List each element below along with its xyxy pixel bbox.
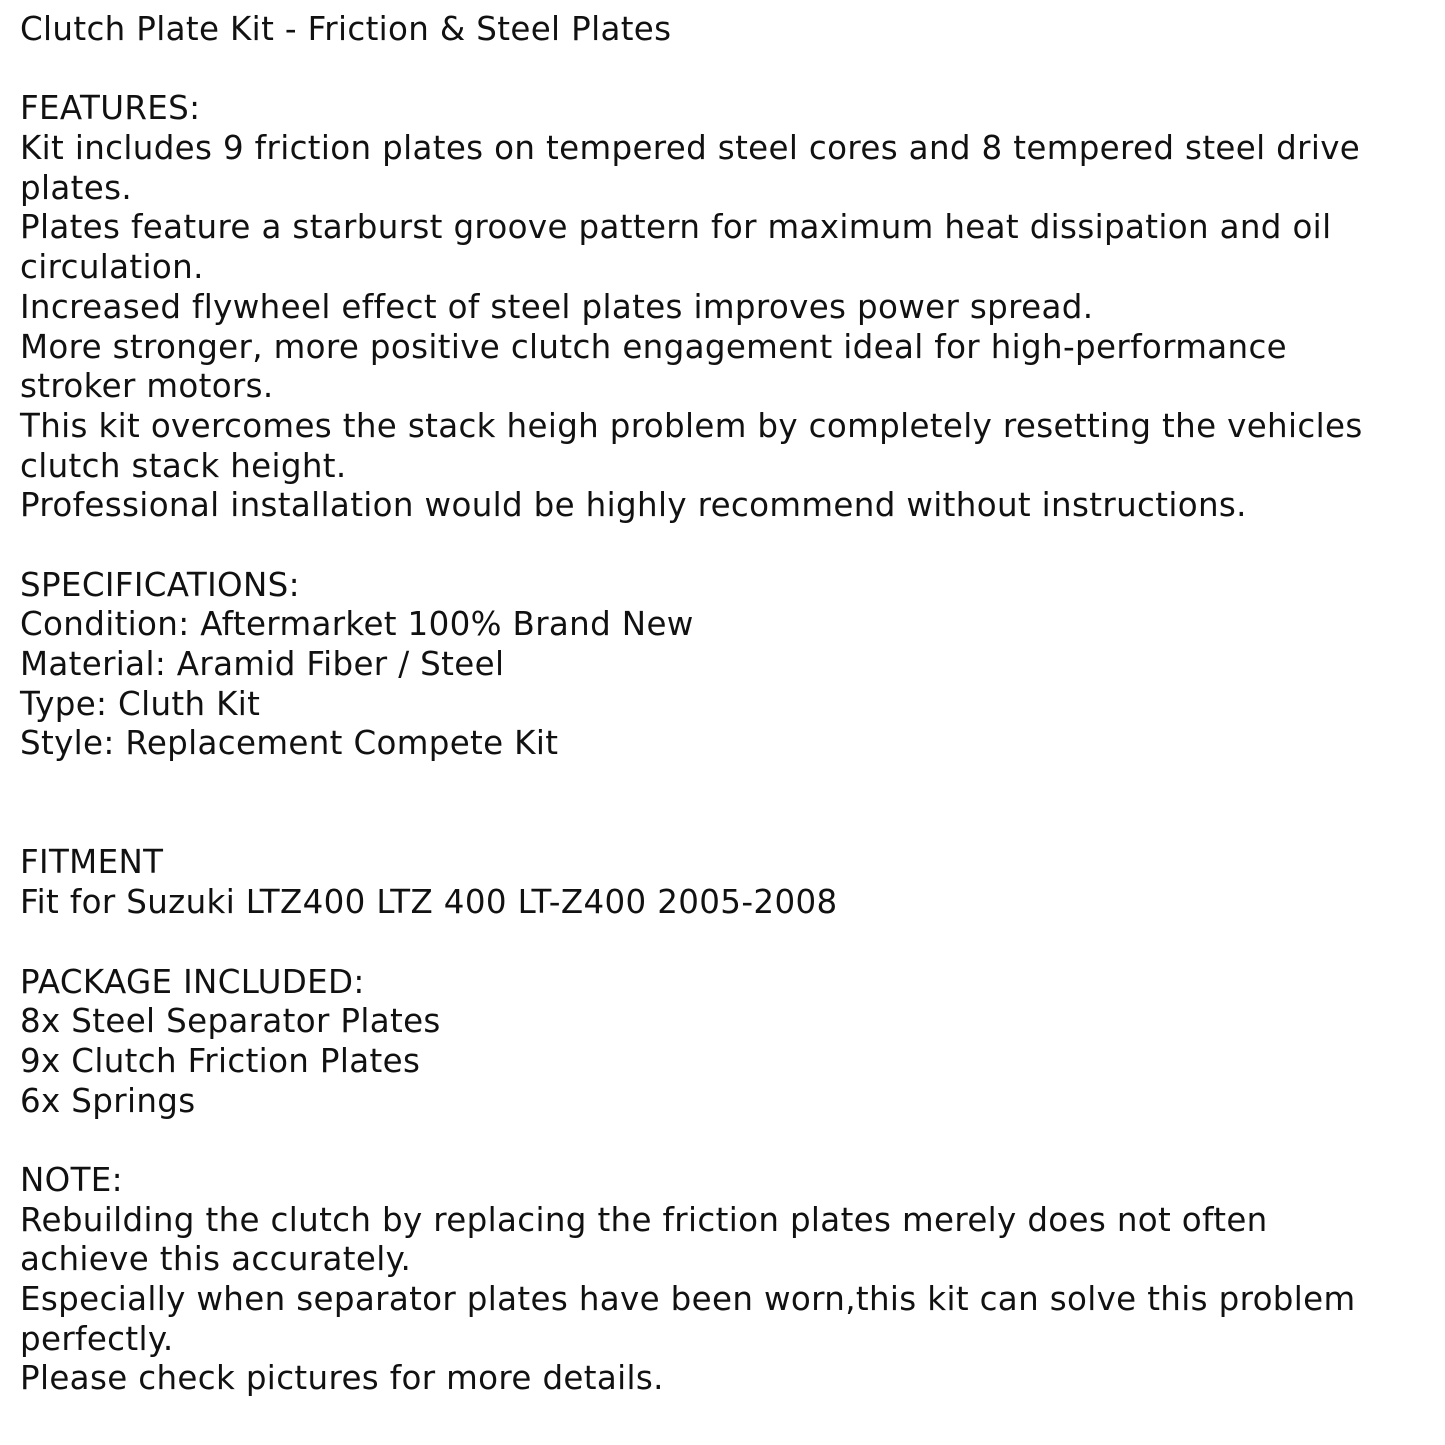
features-line: stroker motors. (20, 367, 274, 406)
note-line: Rebuilding the clutch by replacing the friction plates merely does not often (20, 1200, 1268, 1239)
features-line: Kit includes 9 friction plates on tempered steel cores and 8 tempered steel drive (20, 129, 1361, 168)
features-line: clutch stack height. (20, 446, 347, 485)
package-line: 6x Springs (20, 1081, 196, 1120)
note-heading: NOTE: (20, 1160, 123, 1199)
features-line: More stronger, more positive clutch engagement ideal for high-performance (20, 327, 1288, 366)
note-line: achieve this accurately. (20, 1240, 412, 1279)
spec-line: Style: Replacement Compete Kit (20, 724, 559, 763)
spec-line: Condition: Aftermarket 100% Brand New (20, 605, 694, 644)
product-title: Clutch Plate Kit - Friction & Steel Plates (20, 10, 672, 48)
note-line: Please check pictures for more details. (20, 1359, 664, 1398)
spacer (20, 50, 1430, 90)
fitment-line: Fit for Suzuki LTZ400 LTZ 400 LT-Z400 2005-2008 (20, 883, 838, 922)
spec-line: Material: Aramid Fiber / Steel (20, 645, 505, 683)
package-line: 9x Clutch Friction Plates (20, 1041, 421, 1080)
features-line: Increased flywheel effect of steel plates improves power spread. (20, 287, 1094, 326)
features-line: plates. (20, 168, 133, 207)
features-line: circulation. (20, 248, 204, 287)
fitment-heading: FITMENT (20, 843, 164, 882)
features-heading: FEATURES: (20, 89, 201, 128)
spec-line: Type: Cluth Kit (20, 684, 261, 723)
features-line: Plates feature a starburst groove pattern for maximum heat dissipation and oil (20, 208, 1332, 247)
package-heading: PACKAGE INCLUDED: (20, 962, 365, 1001)
spacer (20, 1121, 1430, 1161)
spacer (20, 526, 1430, 566)
specifications-heading: SPECIFICATIONS: (20, 565, 300, 604)
note-line: Especially when separator plates have been worn,this kit can solve this problem (20, 1280, 1356, 1318)
product-description (20, 10, 1430, 1399)
spacer (20, 764, 1430, 804)
spacer (20, 923, 1430, 963)
features-line: Professional installation would be highly recommend without instructions. (20, 486, 1247, 525)
features-line: This kit overcomes the stack heigh problem by completely resetting the vehicles (20, 406, 1363, 445)
package-line: 8x Steel Separator Plates (20, 1002, 441, 1041)
spacer (20, 804, 1430, 844)
note-line: perfectly. (20, 1319, 174, 1358)
